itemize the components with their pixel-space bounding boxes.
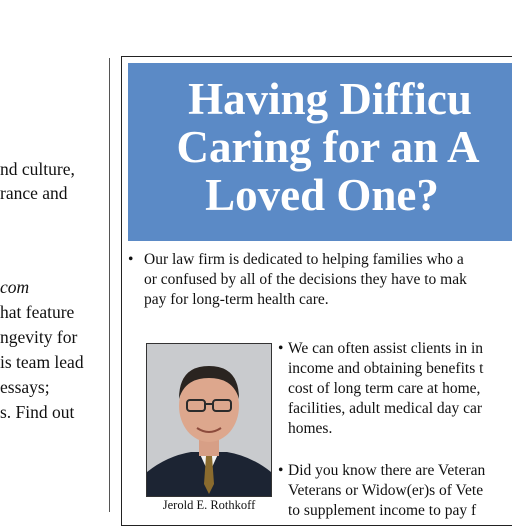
headline-line: Caring for an A [176, 122, 480, 172]
article-line: com [0, 277, 30, 297]
point-text-line: We can often assist clients in in [288, 340, 484, 357]
headline-line: Loved One? [205, 170, 439, 220]
point-text-line: cost of long term care at home, [288, 380, 481, 397]
article-line: essays; [0, 377, 50, 397]
point-text-line: facilities, adult medical day car [288, 400, 483, 417]
headline-banner [128, 63, 512, 241]
intro-text-line: or confused by all of the decisions they have to mak [144, 271, 467, 288]
bullet-dot: • [278, 462, 284, 479]
article-column [0, 0, 108, 512]
point-text-line: homes. [288, 420, 333, 437]
photo-caption: Jerold E. Rothkoff [162, 498, 256, 512]
article-line: is team lead [0, 352, 84, 372]
law-firm-ad [121, 56, 512, 526]
attorney-photo [146, 343, 272, 497]
attorney-portrait-image [147, 344, 271, 496]
point-text-line: income and obtaining benefits t [288, 360, 484, 377]
article-line: s. Find out [0, 402, 75, 422]
point-text-line: to supplement income to pay f [288, 502, 477, 519]
intro-text-line: pay for long-term health care. [144, 291, 329, 308]
article-line: ngevity for [0, 327, 78, 347]
point-text-line: Veterans or Widow(er)s of Vete [288, 482, 484, 499]
article-line: nd culture, [0, 159, 75, 179]
column-divider [109, 58, 110, 512]
article-line: rance and [0, 183, 68, 203]
intro-text-line: Our law firm is dedicated to helping families who a [144, 251, 464, 268]
article-line: hat feature [0, 302, 75, 322]
headline-line: Having Difficu [188, 74, 472, 124]
point-text-line: Did you know there are Veteran [288, 462, 486, 479]
bullet-dot: • [278, 340, 284, 357]
bullet-dot: • [128, 251, 134, 268]
